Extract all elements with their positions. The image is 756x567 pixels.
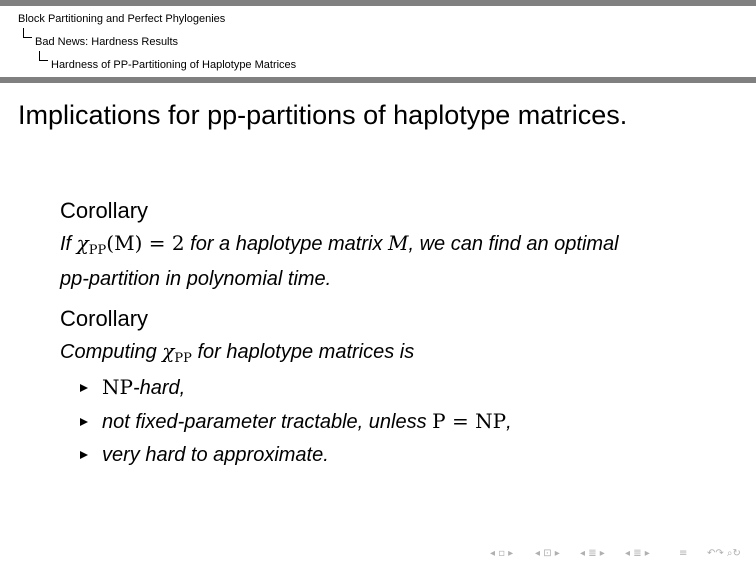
triangle-bullet-icon (80, 418, 88, 426)
search-icon[interactable]: ↶↷ ⌕↻ (707, 548, 741, 559)
subsection-nav-icon[interactable]: ◂ ⊡ ▸ (535, 548, 560, 559)
list-item: not fixed-parameter tractable, unless P = NP, (80, 408, 512, 435)
triangle-bullet-icon (80, 451, 88, 459)
corollary-1-title: Corollary (60, 198, 149, 223)
navigation-header (0, 6, 756, 78)
align-icon[interactable]: ≡ (679, 548, 688, 559)
nav-subsubsection[interactable]: Hardness of PP-Partitioning of Haplotype Matrices (51, 59, 297, 71)
nav-subsection[interactable]: Bad News: Hardness Results (35, 36, 179, 48)
tree-connector (23, 28, 32, 38)
corollary-1-body: If $\chi_{PP}(M) = 2$ for a haplotype matrix M, we can find an optimal pp-partition in polynomial time. (60, 231, 619, 290)
frame-title: Implications for pp-partitions of haplotype matrices. (18, 100, 628, 130)
section-nav-icon[interactable]: ◂ ≣ ▸ (580, 548, 605, 559)
frame-nav-icon[interactable]: ◂ ▫ ▸ (490, 548, 514, 559)
corollary-2-title: Corollary (60, 306, 149, 331)
tree-connector (39, 51, 48, 61)
corollary-2-lead: Computing $\chi_{PP}$ for haplotype matrices is (60, 339, 415, 366)
nav-section[interactable]: Block Partitioning and Perfect Phylogenies (18, 13, 226, 25)
triangle-bullet-icon (80, 384, 88, 392)
separator-bar (0, 77, 756, 83)
list-item: NP-hard, (80, 374, 185, 401)
list-item: very hard to approximate. (80, 442, 329, 468)
subsubsection-nav-icon[interactable]: ◂ ≣ ▸ (625, 548, 650, 559)
